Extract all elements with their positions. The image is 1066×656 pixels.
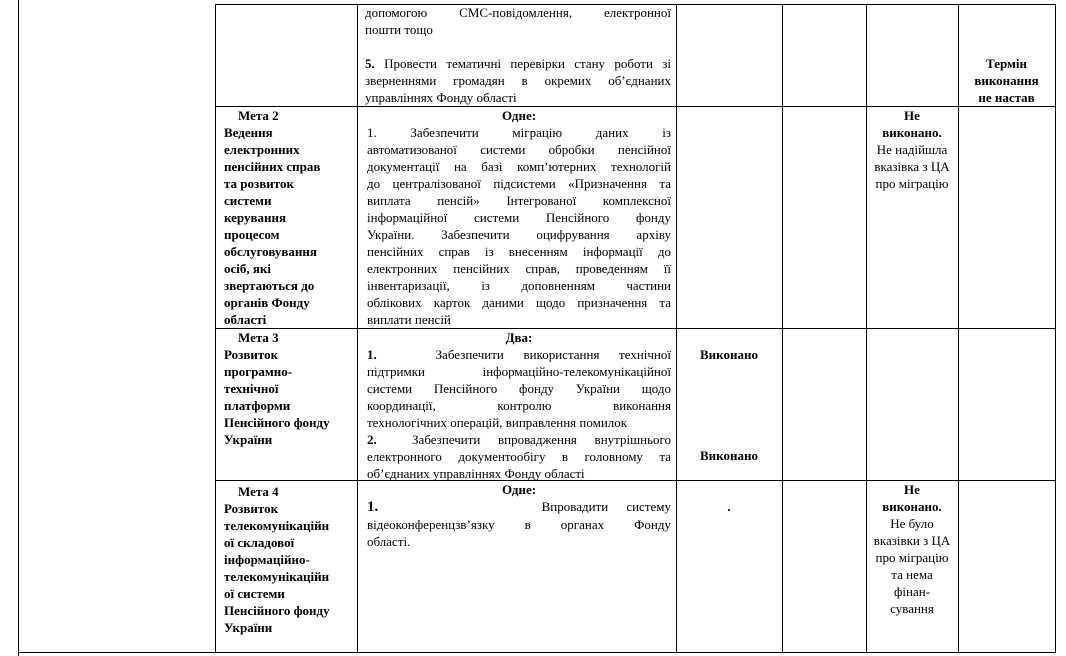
goal-2-note <box>866 107 958 192</box>
text-line: системи Пенсійного фонду України щодо <box>367 381 671 396</box>
goal-line: електронних <box>224 142 300 157</box>
term-line: не настав <box>978 90 1035 105</box>
status-line: Не <box>904 108 920 123</box>
text-line: підтримки інформаційно-телекомунікаційної <box>367 364 671 379</box>
goal-line: України <box>224 432 273 447</box>
goal-line: телекомунікаційн <box>224 569 330 584</box>
text-line: області. <box>367 534 411 549</box>
goal-4-description <box>362 481 676 550</box>
note-line: вказівка з ЦА <box>874 159 950 174</box>
item-2-line <box>367 431 671 448</box>
note-line: сування <box>890 601 934 616</box>
item-number: 5. <box>365 56 375 71</box>
text-line: пошти тощо <box>365 22 433 37</box>
goal-4-note <box>866 481 958 617</box>
goal-title: Мета 2 <box>238 108 279 123</box>
text-line: інформаційної системи Пенсійного фонду <box>367 210 671 225</box>
table-border-bottom <box>18 652 1056 653</box>
status-done-1: Виконано <box>700 347 758 362</box>
text-line: інвентаризації, із доповненням частини <box>367 278 671 293</box>
text-line: Впровадити систему <box>541 499 672 514</box>
item-number: 1. <box>367 499 379 515</box>
status-line: Не <box>904 482 920 497</box>
goal-line: Ведення <box>224 125 273 140</box>
status-line: виконано. <box>882 499 942 514</box>
goal-line: звертаються до <box>224 278 315 293</box>
goal-line: інформаційно- <box>224 552 310 567</box>
status-done-2: Виконано <box>700 448 758 463</box>
goal-line: платформи <box>224 398 291 413</box>
text-line: виплата пенсій» Інтегрованої комплексної <box>367 193 671 208</box>
text-line: документації на базі комп’ютерних технологій <box>367 159 671 174</box>
goal-title: Мета 4 <box>238 484 279 499</box>
goal-line: України <box>224 620 273 635</box>
goal-line: Пенсійного фонду <box>224 415 330 430</box>
text-line: до централізованої підсистеми «Призначення та <box>367 176 671 191</box>
note-line: Не було <box>890 516 934 531</box>
goal-line: Розвиток <box>224 501 279 516</box>
text-line: виплати пенсій <box>367 312 451 327</box>
goal-line: пенсійних справ <box>224 159 321 174</box>
task-count: Одне: <box>501 108 537 123</box>
text-line: Забезпечити використання технічної <box>435 347 672 362</box>
text-line: облікових карток даними щодо призначення та <box>367 295 671 310</box>
goal-line: Пенсійного фонду <box>224 603 330 618</box>
item-number: 1. <box>367 347 377 362</box>
goal-line: обслуговування <box>224 244 317 259</box>
status-dot: . <box>727 499 731 514</box>
goal-line: ої системи <box>224 586 285 601</box>
goal-line: ої складової <box>224 535 295 550</box>
goal-2-cell <box>220 107 360 328</box>
text-line: електронного документообігу в головному та <box>367 449 671 464</box>
item-1-line <box>367 498 671 516</box>
note-line: та нема <box>891 567 933 582</box>
text-line: 1. Забезпечити міграцію даних із <box>367 125 671 140</box>
goal-line: органів Фонду <box>224 295 310 310</box>
text-line: допомогою СМС-повідомлення, електронної <box>365 5 671 20</box>
goal-line: системи <box>224 193 272 208</box>
goal-2-description <box>362 107 676 328</box>
goal-line: керування <box>224 210 287 225</box>
text-line: управліннях Фонду області <box>365 90 517 105</box>
text-line: координації, контролю виконання <box>367 398 671 413</box>
text-line: електронних пенсійних справ, проведенням її <box>367 261 671 276</box>
goal-line: телекомунікаційн <box>224 518 330 533</box>
term-line: Термін <box>986 56 1027 71</box>
goal-line: процесом <box>224 227 280 242</box>
term-status <box>958 55 1055 106</box>
note-line: Не надійшла <box>876 142 948 157</box>
goal-line: Розвиток <box>224 347 279 362</box>
text-line: зверненнями громадян в окремих об’єднаних <box>365 73 671 88</box>
note-line: про міграцію <box>875 550 949 565</box>
text-line: Провести тематичні перевірки стану роботи зі <box>384 56 672 71</box>
goal-line: програмно- <box>224 364 293 379</box>
goal-4-cell <box>220 483 360 636</box>
status-line: виконано. <box>882 125 942 140</box>
table-border-left <box>18 0 19 656</box>
goal-line: технічної <box>224 381 279 396</box>
goal-3-description <box>362 329 676 482</box>
goal-line: області <box>224 312 267 327</box>
text-line: технологічних операцій, виправлення помилок <box>367 415 628 430</box>
note-line: про міграцію <box>875 176 949 191</box>
item-1-line <box>367 346 671 363</box>
text-line: України. Забезпечити оцифрування архіву <box>367 227 671 242</box>
text-line: об’єднаних управліннях Фонду області <box>367 466 585 481</box>
task-count: Два: <box>505 330 533 345</box>
text-line: Забезпечити впровадження внутрішнього <box>412 432 672 447</box>
note-line: вказівки з ЦА <box>873 533 951 548</box>
goal-3-cell <box>220 329 360 448</box>
goal-line: осіб, які <box>224 261 272 276</box>
item5-line <box>365 55 671 72</box>
goal-title: Мета 3 <box>238 330 279 345</box>
text-line: пенсійних справ із внесенням інформації до <box>367 244 671 259</box>
term-line: виконання <box>974 73 1039 88</box>
task-count: Одне: <box>501 482 537 497</box>
blank-line <box>365 38 671 55</box>
row0-description <box>360 4 676 106</box>
text-line: відеоконференцзв’язку в органах Фонду <box>367 517 671 532</box>
note-line: фінан- <box>893 584 931 599</box>
text-line: автоматизованої системи обробки пенсійної <box>367 142 671 157</box>
item-number: 2. <box>367 432 377 447</box>
goal-line: та розвиток <box>224 176 294 191</box>
